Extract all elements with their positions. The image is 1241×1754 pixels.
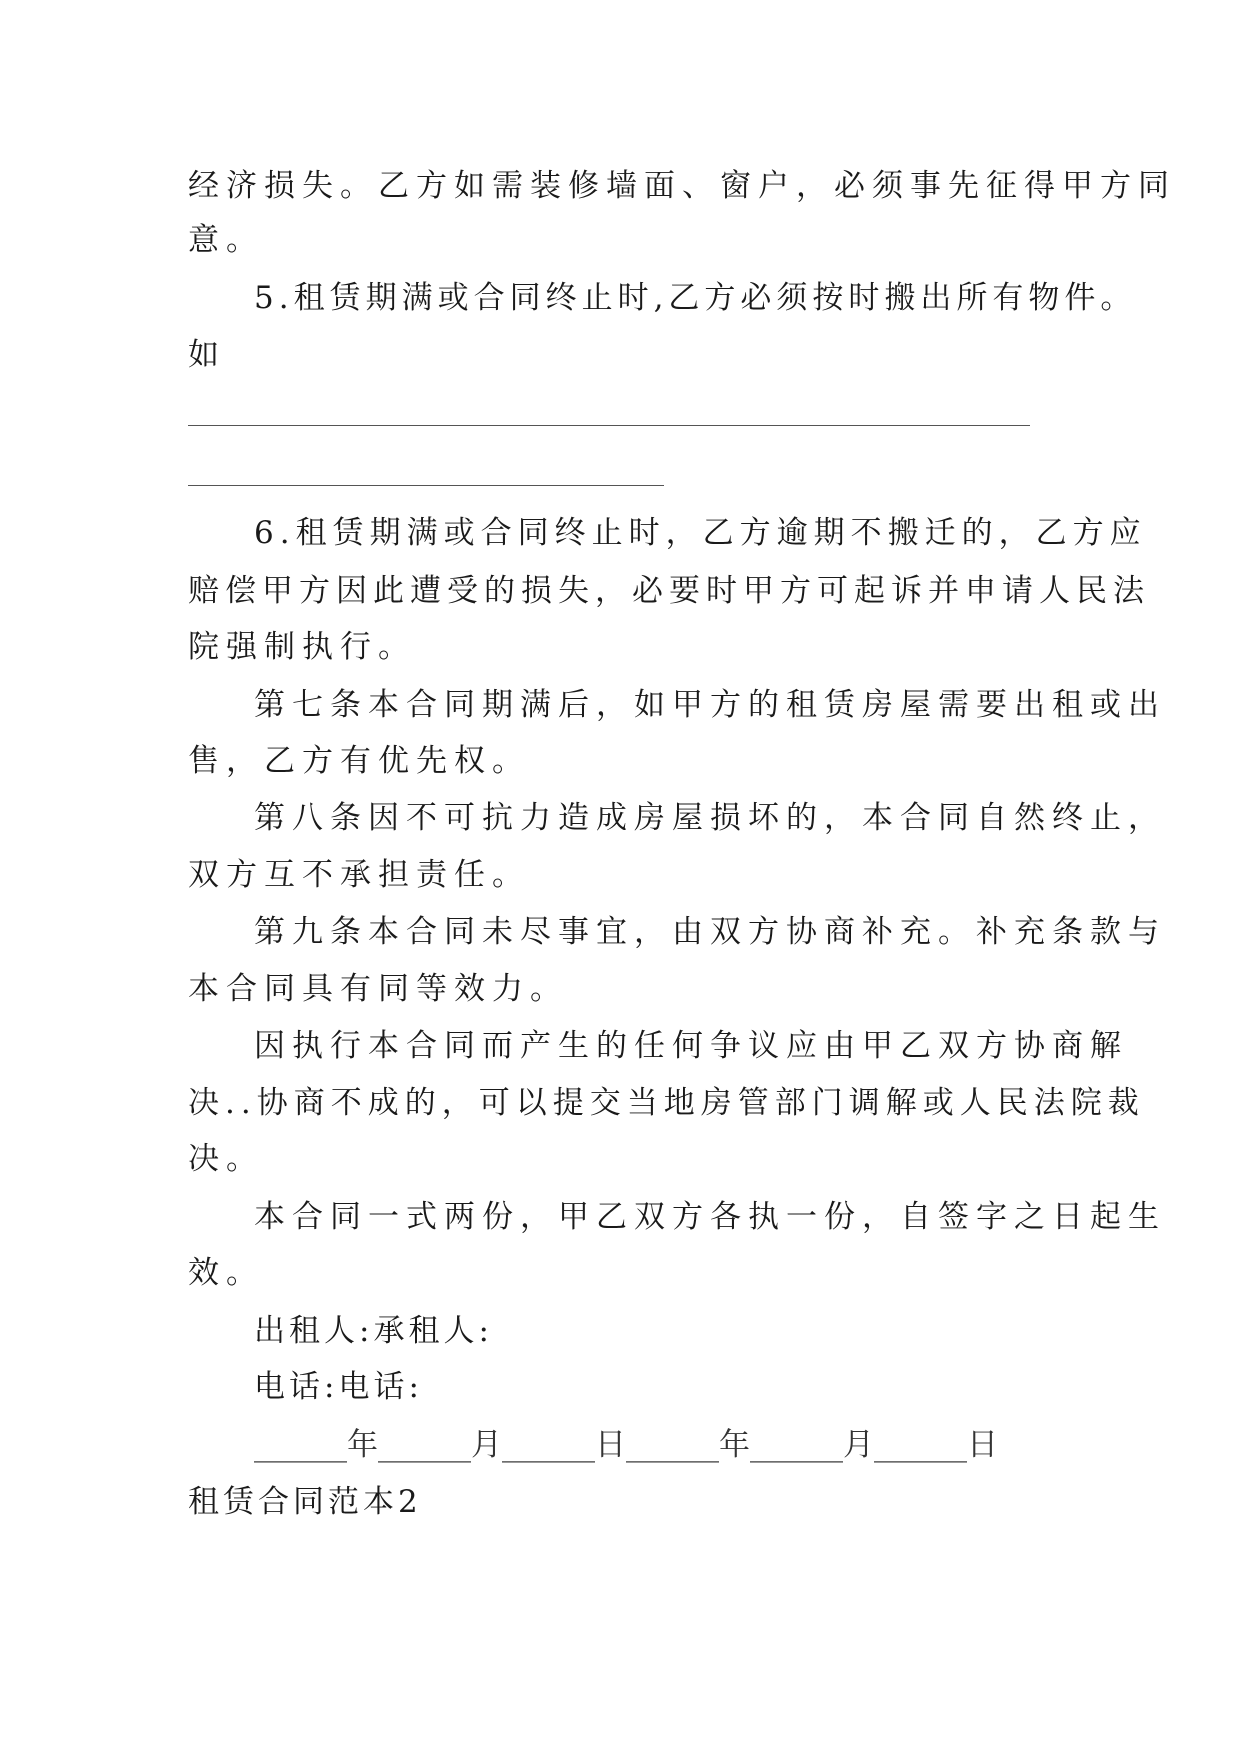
section-heading: 租赁合同范本2 (188, 1484, 422, 1520)
phone-line: 电话:电话: (254, 1369, 423, 1405)
paragraph-line: 如 (188, 337, 226, 373)
paragraph-line: 赔偿甲方因此遭受的损失，必要时甲方可起诉并申请人民法 (188, 573, 1150, 609)
paragraph-line: 本合同具有同等效力。 (188, 971, 568, 1007)
date-line: ______年______月______日______年______月______日 (254, 1427, 998, 1463)
clause-6-line: 6.租赁期满或合同终止时，乙方逾期不搬迁的，乙方应 (254, 515, 1147, 551)
paragraph-line: 售，乙方有优先权。 (188, 743, 530, 779)
article-8-line: 第八条因不可抗力造成房屋损坏的，本合同自然终止， (254, 800, 1166, 836)
dispute-clause-line: 因执行本合同而产生的任何争议应由甲乙双方协商解 (254, 1028, 1128, 1064)
paragraph-line: 意。 (188, 222, 264, 258)
signatories-line: 出租人:承租人: (254, 1313, 493, 1349)
article-9-line: 第九条本合同未尽事宜，由双方协商补充。补充条款与 (254, 914, 1166, 950)
copies-clause-line: 本合同一式两份，甲乙双方各执一份，自签字之日起生 (254, 1199, 1166, 1235)
paragraph-line: 决。 (188, 1141, 264, 1177)
paragraph-line: 决..协商不成的，可以提交当地房管部门调解或人民法院裁 (188, 1085, 1145, 1121)
paragraph-line: 经济损失。乙方如需装修墙面、窗户，必须事先征得甲方同 (188, 168, 1176, 204)
article-7-line: 第七条本合同期满后，如甲方的租赁房屋需要出租或出 (254, 687, 1166, 723)
clause-5-line: 5.租赁期满或合同终止时,乙方必须按时搬出所有物件。 (254, 280, 1137, 316)
paragraph-line: 院强制执行。 (188, 629, 416, 665)
paragraph-line: 双方互不承担责任。 (188, 857, 530, 893)
blank-fill-line (188, 485, 664, 486)
blank-fill-line (188, 425, 1030, 426)
paragraph-line: 效。 (188, 1255, 264, 1291)
